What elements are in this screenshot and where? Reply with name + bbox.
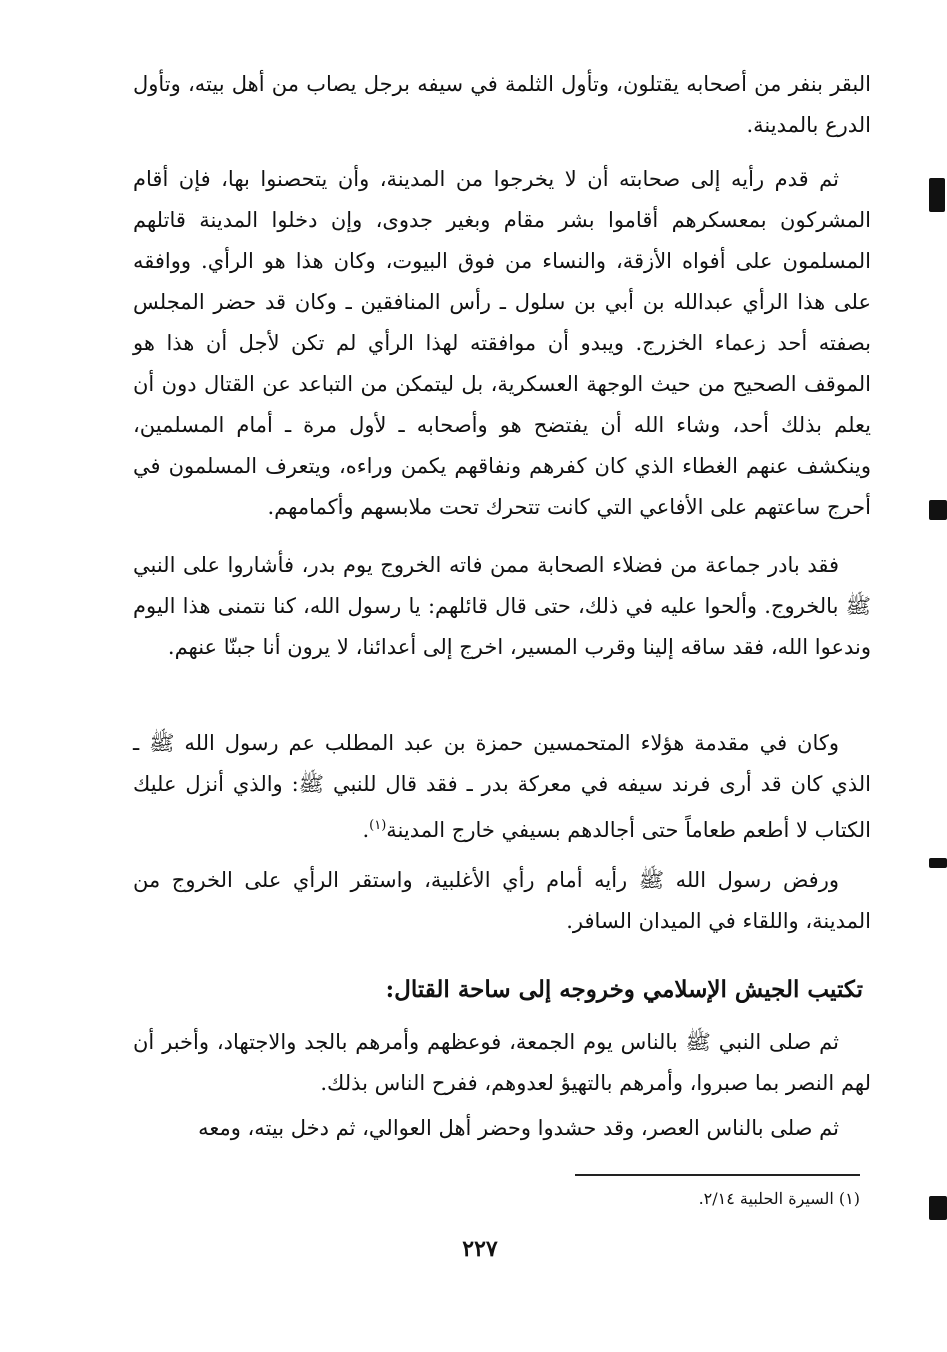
- paragraph-text: ورفض رسول الله ﷺ رأيه أمام رأي الأغلبية، واستقر الرأي على الخروج من المدينة، واللقاء في الميدان السافر.: [133, 868, 871, 933]
- paragraph-hamza: [133, 723, 871, 851]
- paragraph-companions-insist: [133, 545, 871, 668]
- scan-edge-mark: [929, 500, 947, 520]
- paragraph-text-with-note: [133, 723, 871, 851]
- footnote: (١) السيرة الحلبية ٢/١٤.: [698, 1189, 860, 1208]
- paragraph-text: ثم صلى النبي ﷺ بالناس يوم الجمعة، فوعظهم وأمرهم بالجد والاجتهاد، وأخبر أن لهم النصر بما صبروا، وأمرهم بالتهيؤ لعدوهم، ففرح الناس بذلك.: [133, 1030, 871, 1095]
- paragraph-continuation: [133, 64, 871, 146]
- scan-edge-mark: [929, 1196, 947, 1220]
- paragraph-asr-prayer: [133, 1108, 871, 1149]
- scan-edge-mark: [929, 858, 947, 868]
- paragraph-text: ثم قدم رأيه إلى صحابته أن لا يخرجوا من المدينة، وأن يتحصنوا بها، فإن أقام المشركون بمعسكرهم أقاموا بشر مقام وبغير جدوى، وإن دخلوا المدينة قاتلهم المسلمون على أفواه الأزقة، والنساء من فوق البيوت، وكان هذا هو الرأي. ووافقه على هذا الرأي عبدالله بن أبي بن سلول ـ رأس المنافقين ـ وكان قد حضر المجلس بصفته أحد زعماء الخزرج. ويبدو أن موافقته لهذا الرأي لم تكن لأجل أن هذا هو الموقف الصحيح من حيث الوجهة العسكرية، بل ليتمكن من التباعد عن القتال دون أن يعلم بذلك أحد، وشاء الله أن يفتضح هو وأصحابه ـ لأول مرة ـ أمام المسلمين، وينكشف عنهم الغطاء الذي كان كفرهم ونفاقهم يكمن وراءه، ويتعرف المسلمون في أحرج ساعتهم على الأفاعي التي كانت تتحرك تحت ملابسهم وأكمامهم.: [133, 167, 871, 519]
- page-number: ٢٢٧: [462, 1236, 498, 1262]
- section-heading: تكتيب الجيش الإسلامي وخروجه إلى ساحة القتال:: [385, 976, 863, 1003]
- footnote-reference: (١): [369, 818, 387, 833]
- footnote-divider: [575, 1174, 860, 1176]
- paragraph-decision: [133, 860, 871, 942]
- paragraph-prophet-opinion: [133, 159, 871, 528]
- paragraph-friday-prayer: [133, 1022, 871, 1104]
- paragraph-text: فقد بادر جماعة من فضلاء الصحابة ممن فاته الخروج يوم بدر، فأشاروا على النبي ﷺ بالخروج. وألحوا عليه في ذلك، حتى قال قائلهم: يا رسول الله، كنا نتمنى هذا اليوم وندعوا الله، فقد ساقه إلينا وقرب المسير، اخرج إلى أعدائنا، لا يرون أنا جبنّا عنهم.: [133, 553, 871, 659]
- paragraph-end-mark: .: [362, 818, 370, 842]
- paragraph-text: ثم صلى بالناس العصر، وقد حشدوا وحضر أهل العوالي، ثم دخل بيته، ومعه: [198, 1116, 839, 1140]
- paragraph-text: البقر بنفر من أصحابه يقتلون، وتأول الثلمة في سيفه برجل يصاب من أهل بيته، وتأول الدرع بالمدينة.: [133, 72, 871, 137]
- paragraph-text: وكان في مقدمة هؤلاء المتحمسين حمزة بن عبد المطلب عم رسول الله ﷺ ـ الذي كان قد أرى فرند سيفه في معركة بدر ـ فقد قال للنبي ﷺ: والذي أنزل عليك الكتاب لا أطعم طعاماً حتى أجالدهم بسيفي خارج المدينة: [133, 731, 871, 842]
- scan-edge-mark: [929, 178, 945, 212]
